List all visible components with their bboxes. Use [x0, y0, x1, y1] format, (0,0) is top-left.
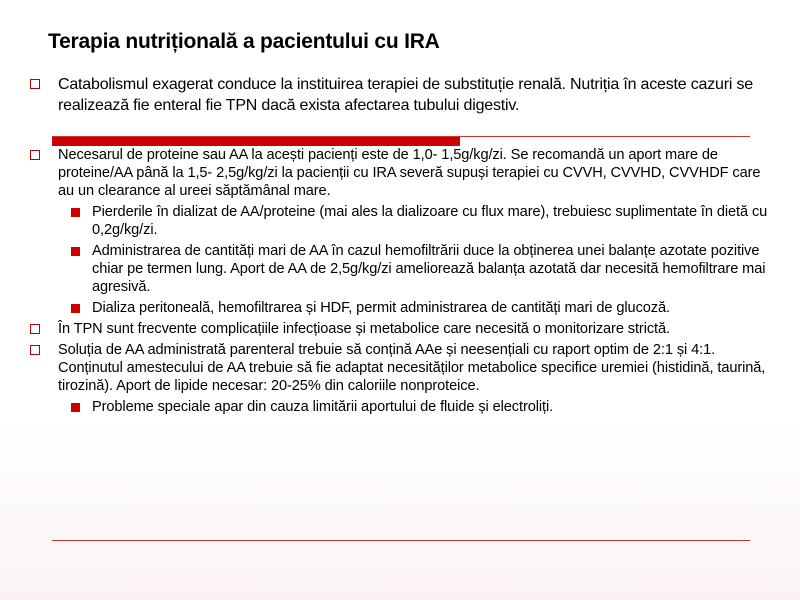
list-item-text: Necesarul de proteine sau AA la acești pacienți este de 1,0- 1,5g/kg/zi. Se recomandă un aport mare de proteine/AA până la 1,5- 2,5g/kg/zi la pacienții cu IRA severă supuși terapiei cu CVVH, CVVHD, CVVHDF care au un clearance al ureei săptămânal mare. — [58, 147, 761, 199]
sub-item-text: Probleme speciale apar din cauza limitării aportului de fluide și electroliți. — [92, 399, 554, 415]
sub-item — [30, 398, 775, 416]
slide-title: Terapia nutrițională a pacientului cu IRA — [48, 30, 440, 53]
filled-square-bullet-icon — [71, 304, 80, 313]
bottom-divider-line — [52, 540, 750, 541]
filled-square-bullet-icon — [71, 403, 80, 412]
sub-item-text: Dializa peritoneală, hemofiltrarea și HDF, permit administrarea de cantități mari de glucoză. — [92, 300, 670, 316]
sub-item-text: Pierderile în dializat de AA/proteine (mai ales la dializoare cu flux mare), trebuiesc suplimentate în dietă cu 0,2g/kg/zi. — [92, 204, 768, 238]
filled-square-bullet-icon — [71, 247, 80, 256]
list-item-1 — [30, 320, 775, 338]
filled-square-bullet-icon — [71, 208, 80, 217]
hollow-square-bullet-icon — [30, 345, 40, 355]
list-item-text: În TPN sunt frecvente complicațiile infecțioase și metabolice care necesită o monitorizare strictă. — [58, 321, 670, 337]
sub-item — [30, 242, 775, 296]
hollow-square-bullet-icon — [30, 324, 40, 334]
accent-bar — [52, 137, 460, 146]
sub-item — [30, 299, 775, 317]
list-item-2 — [30, 341, 775, 395]
sub-item-text: Administrarea de cantități mari de AA în cazul hemofiltrării duce la obținerea unei balanțe azotate pozitive chiar pe termen lung. Aport de AA de 2,5g/kg/zi ameliorează balanța azotată dar necesită hemofiltrare mai agresivă. — [92, 243, 766, 295]
hollow-square-bullet-icon — [30, 79, 40, 89]
top-bullet — [30, 74, 770, 116]
list-item-0 — [30, 146, 775, 200]
hollow-square-bullet-icon — [30, 150, 40, 160]
top-bullet-row — [30, 74, 770, 116]
content-body — [30, 146, 775, 419]
sub-item — [30, 203, 775, 239]
list-item-text: Soluția de AA administrată parenteral trebuie să conțină AAe și neesențiali cu raport optim de 2:1 și 4:1. Conținutul amestecului de AA trebuie să fie adaptat necesităților metabolice specifice uremiei (histidină, taurină, tirozină). Aport de lipide necesar: 20-25% din caloriile nonproteice. — [58, 342, 766, 394]
top-bullet-text: Catabolismul exagerat conduce la instituirea terapiei de substituție renală. Nutriția în aceste cazuri se realizează fie enteral fie TPN dacă exista afectarea tubului digestiv. — [58, 76, 753, 114]
top-divider-line — [52, 136, 750, 137]
